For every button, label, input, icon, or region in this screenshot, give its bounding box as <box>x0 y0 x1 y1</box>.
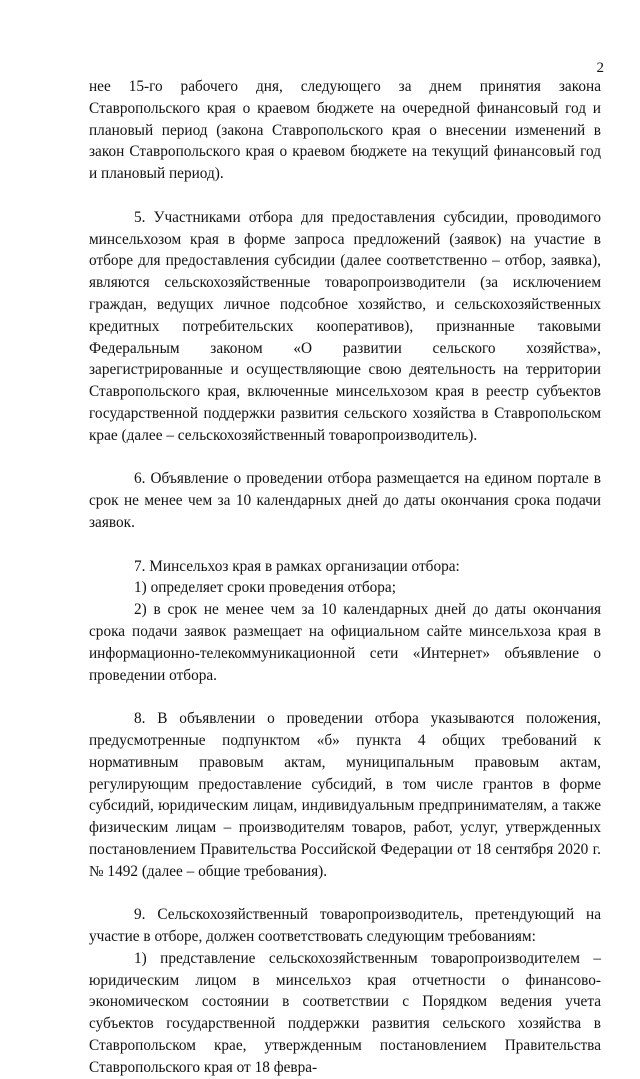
paragraph-6: 6. Объявление о проведении отбора размещается на едином портале в срок не менее чем за 10 календарных дней до даты окончания срока подачи заявок. <box>89 470 601 531</box>
document-body <box>89 76 601 1079</box>
paragraph-7-item-1: 1) определяет сроки проведения отбора; <box>134 579 396 597</box>
page-number: 2 <box>596 60 604 76</box>
paragraph-7-item-2: 2) в срок не менее чем за 10 календарных дней до даты окончания срока подачи заявок размещает на официальном сайте минсельхоза края в информационно-телекоммуникационной сети «Интернет» объявление о проведении отбора. <box>89 601 601 684</box>
paragraph-8: 8. В объявлении о проведении отбора указываются положения, предусмотренные подпунктом «б» пункта 4 общих требований к нормативным правовым актам, муниципальным правовым актам, регулирующим предоставление субсидий, в том числе грантов в форме субсидий, юридическим лицам, индивидуальным предпринимателям, а также физическим лицам – производителям товаров, работ, услуг, утвержденных постановлением Правительства Российской Федерации от 18 сентября 2020 г. № 1492 (далее – общие требования). <box>89 710 601 880</box>
paragraph-5: 5. Участниками отбора для предоставления субсидии, проводимого минсельхозом края в форме запроса предложений (заявок) на участие в отборе для предоставления субсидии (далее соответственно – отбор, заявка), являются сельскохозяйственные товаропроизводители (за исключением граждан, ведущих личное подсобное хозяйство, и сельскохозяйственных кредитных потребительских кооперативов), признанные таковыми Федеральным законом «О развитии сельского хозяйства», зарегистрированные и осуществляющие свою деятельность на территории Ставропольского края, включенные минсельхозом края в реестр субъектов государственной поддержки развития сельского хозяйства в Ставропольском крае (далее – сельскохозяйственный товаропроизводитель). <box>89 208 601 444</box>
paragraph-9-item-1: 1) представление сельскохозяйственным товаропроизводителем – юридическим лицом в минсельхоз края отчетности о финансово-экономическом состоянии в соответствии с Порядком ведения учета субъектов государственной поддержки развития сельского хозяйства в Ставропольском крае, утвержденным постановлением Правительства Ставропольского края от 18 февра- <box>89 949 601 1076</box>
paragraph-9: 9. Сельскохозяйственный товаропроизводитель, претендующий на участие в отборе, должен соответствовать следующим требованиям: <box>89 906 601 946</box>
paragraph-continuation: нее 15-го рабочего дня, следующего за днем принятия закона Ставропольского края о краевом бюджете на очередной финансовый год и плановый период (закона Ставропольского края о внесении изменений в закон Ставропольского края о краевом бюджете на текущий финансовый год и плановый период). <box>89 78 601 183</box>
paragraph-7: 7. Минсельхоз края в рамках организации отбора: <box>134 557 460 575</box>
